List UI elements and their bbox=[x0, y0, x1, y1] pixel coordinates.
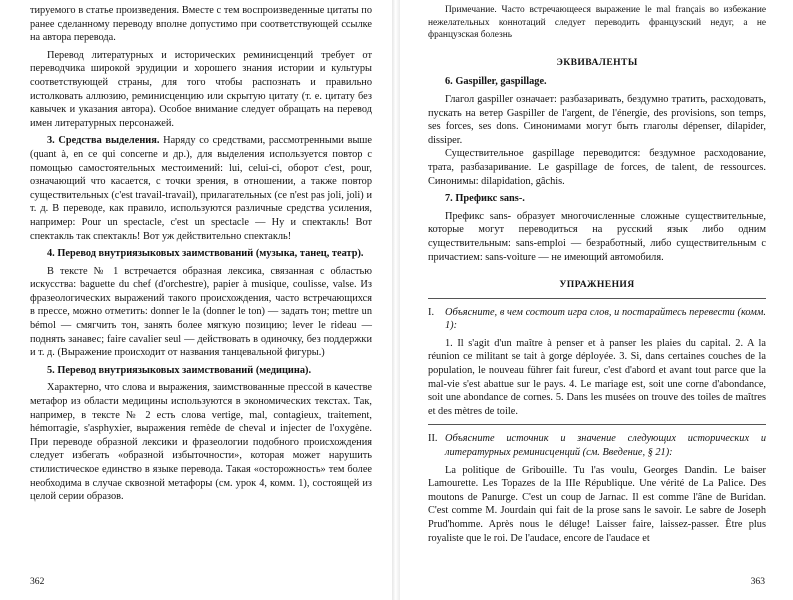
item-6-text-1: Глагол gaspiller означает: разбазаривать, бездумно тратить, расходовать, пускать на ветер Gaspiller de l'argent, de l'énergie, des provisions, son temps, ses forces, ses dons. Синонимами могут быть глаголы dépenser, dilapider, dissiper. bbox=[428, 93, 766, 146]
note-paragraph: Примечание. Часто встречающееся выражение le mal français во избежание нежелательных коннотаций следует переводить французский недуг, а не французская болезнь bbox=[428, 5, 766, 41]
section-title-exercises: УПРАЖНЕНИЯ bbox=[559, 279, 635, 291]
item-3-text: Наряду со средствами, рассмотренными выше (quant à, en ce qui concerne и др.), для выделения используется повтор с помощью самостоятельных местоимений: lui, celui-ci, оборот c'est, pour, означающий что касается, с точки зрения, в отношении, а также повтор существительных (c'est travail-travail), прилагательных (ce n'est pas joli, joli) и т. д. В переводе, как правило, используются различные средства усиления, например: Pour un spectacle, c'est un spectacle — Ну и спектакль! Вот спектакль так спектакль! Вот уж действительно спектакль! bbox=[30, 135, 372, 242]
page-number-right: 363 bbox=[750, 576, 765, 588]
page-number-left: 362 bbox=[30, 576, 45, 588]
exercise-2-task: Объясните источник и значение следующих исторических и литературных реминисценций (см. Введение, § 21): bbox=[445, 433, 766, 459]
left-page bbox=[0, 0, 392, 600]
right-page bbox=[400, 0, 793, 600]
exercise-1-text: 1. Il s'agit d'un maître à penser et à panser les plaies du capital. 2. A la réunion ce militant se tait à gorge déployée. 3. Si, dans certaines couches de la population, le nouveau führer fait fureur, c'est d'abord et avant tout parce que la mal-vie s'est abattue sur le pays. 4. Le mariage est, soit une corne d'abondance, soit une abondance de cornes. 5. Dans les musées on trouve des toiles de maîtres et des mètres de toile. bbox=[428, 337, 766, 417]
exercise-2-text: La politique de Gribouille. Tu l'as voulu, Georges Dandin. Le baiser Lamourette. Les Topazes de la IIIe République. Une vérité de La Palice. Des moutons de Panurge. C'est un coup de Jarnac. Il est comme l'âne de Buridan. C'est comme M. Jourdain qui fait de la prose sans le savoir. Le sabre de Joseph Prud'homme. Après nous le déluge! Laisser faire, laissez-passer. Être plus royaliste que le roi. De l'audace, encore de l'audace et bbox=[428, 464, 766, 544]
item-7-heading: 7. Префикс sans-. bbox=[445, 193, 525, 205]
item-4-heading: 4. Перевод внутриязыковых заимствований (музыка, танец, театр). bbox=[47, 248, 364, 260]
left-paragraph-1: тируемого в статье произведения. Вместе с тем воспроизведенные цитаты по ранее сделанному переводу вполне допустимо при соответствующей ссылке на автора перевода. bbox=[30, 5, 372, 44]
exercise-1-task: Объясните, в чем состоит игра слов, и постарайтесь перевести (комм. 1): bbox=[445, 306, 766, 332]
item-5-heading: 5. Перевод внутриязыковых заимствований (медицина). bbox=[47, 364, 312, 376]
left-paragraph-2: Перевод литературных и исторических реминисценций требует от переводчика широкой эрудиции и хорошего знания истории и культуры соответствующей страны, для того чтобы распознать и правильно истолковать аллюзию, реминисценцию или скрытую цитату (т. е. цитату без кавычек и указания автора). Особое внимание следует обращать на перевод имен литературных персонажей. bbox=[30, 49, 372, 129]
exercise-1 bbox=[428, 306, 766, 419]
item-5-text: Характерно, что слова и выражения, заимствованные прессой в качестве метафор из области медицины используются в экономических текстах. Так, например, в тексте № 2 есть слова vertige, mal, contagieux, traitement, hémorragie, s'asphyxier, выражения remède de cheval и injecter de l'oxygène. При переводе образной лексики и фразеологии подобного происхождения следует избегать «образной избыточности», которая может нарушить стилистическое единство в языке перевода. Такая «осторожность» тем более необходима в случае сквозной метафоры (см. урок 4, комм. 1), состоящей из целой серии образов. bbox=[30, 382, 372, 503]
exercise-2-number: II. bbox=[428, 433, 438, 445]
item-4-text: В тексте № 1 встречается образная лексика, связанная с областью искусства: baguette du chef (d'orchestre), papier à musique, coulisse, valse. Из фразеологических выражений такого происхождения, часто встречающихся в прессе, можно отметить: donner le la (donner le ton) — задать тон; mettre un bémol — смягчить тон, занять более мягкую позицию; lever le rideau — поднять занавес; faire cavalier seul — действовать в одиночку, без поддержки и т. д. (Выражение происходит от названия танцевальной фигуры.) bbox=[30, 265, 372, 359]
exercise-2 bbox=[428, 432, 766, 545]
exercise-1-header bbox=[428, 306, 766, 333]
book-gutter bbox=[392, 0, 400, 600]
exercise-2-header bbox=[428, 432, 766, 459]
item-6-heading: 6. Gaspiller, gaspillage. bbox=[445, 76, 547, 88]
section-title-equivalents: ЭКВИВАЛЕНТЫ bbox=[556, 56, 638, 68]
item-6-text-2: Существительное gaspillage переводится: бездумное расходование, трата, разбазаривание. Le gaspillage de forces, de talent, de ressources. Синонимы: dilapidation, gâchis. bbox=[428, 148, 766, 187]
item-3-heading: 3. Средства выделения. bbox=[47, 135, 160, 147]
exercises-divider bbox=[428, 298, 766, 299]
exercise-divider bbox=[428, 424, 766, 425]
item-7-text: Префикс sans- образует многочисленные сложные существительные, которые могут переводиться на русский язык либо одним существительным: sans-emploi — безработный, либо существительным с причастием: sans-voiture — не имеющий автомобиля. bbox=[428, 210, 766, 263]
exercise-1-number: I. bbox=[428, 306, 435, 318]
item-3-paragraph bbox=[30, 134, 372, 243]
